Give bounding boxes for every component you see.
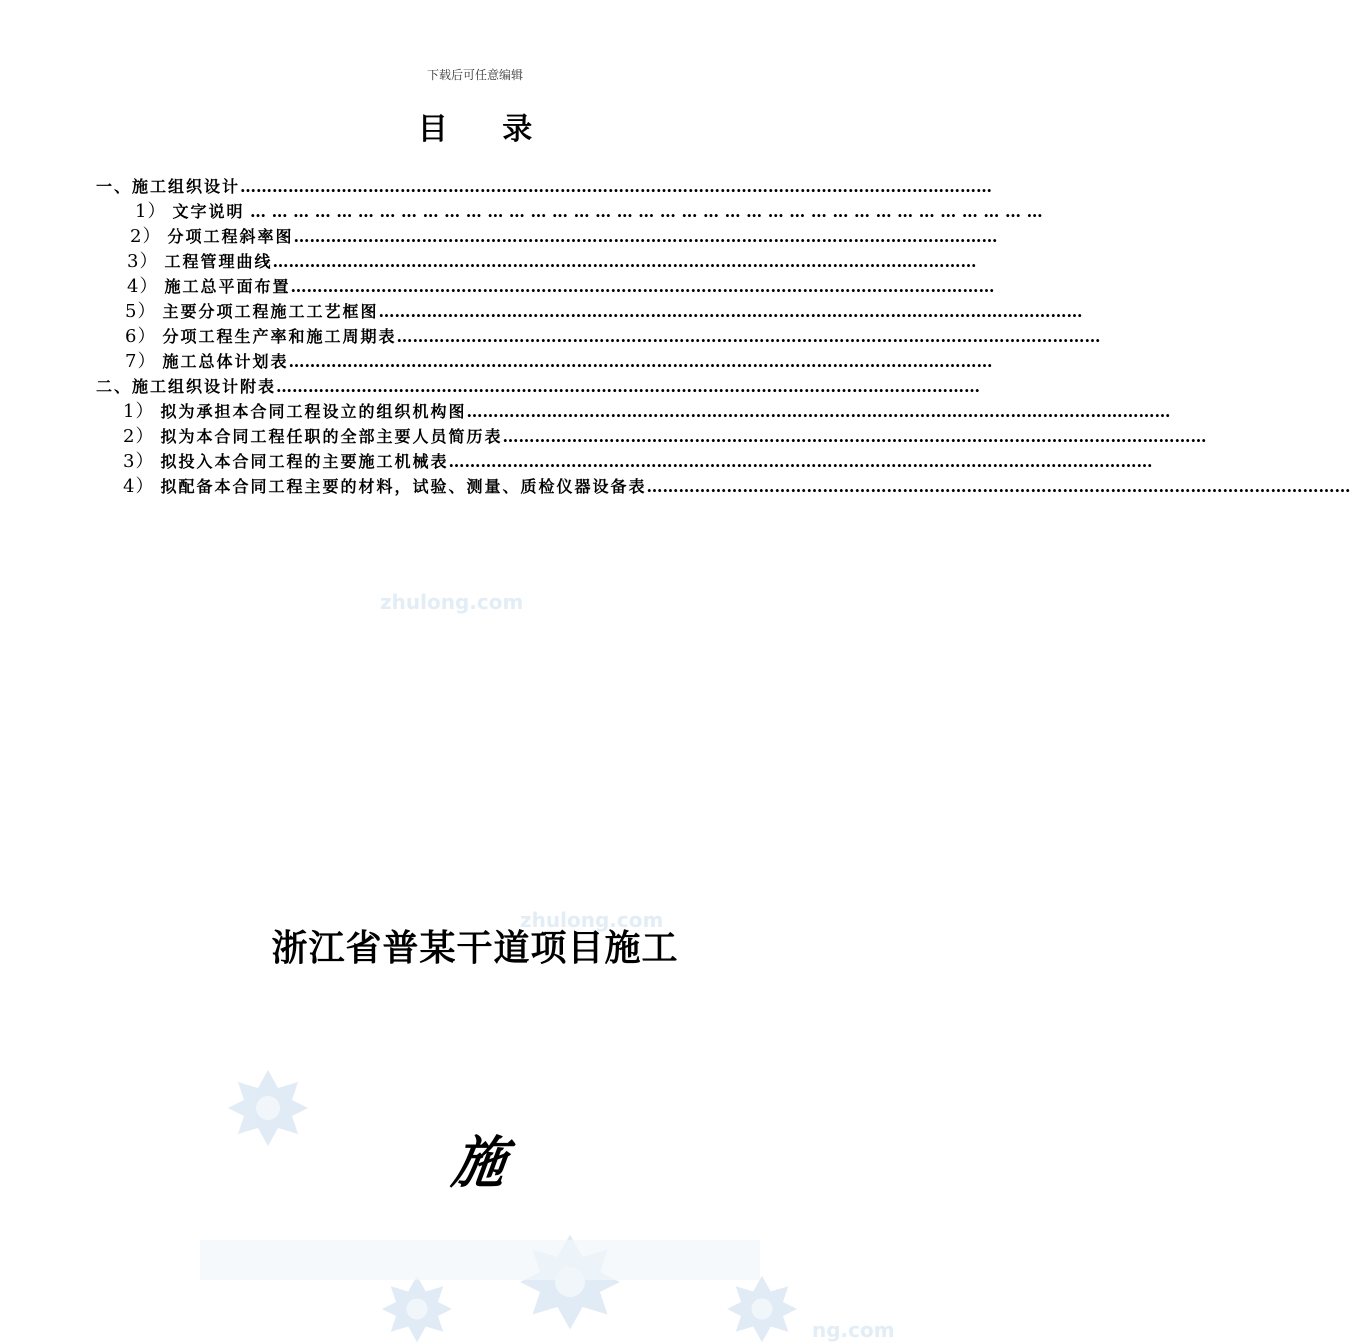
- toc-entry-number: 2）: [130, 226, 162, 247]
- toc-entry-number: 3）: [123, 451, 155, 472]
- watermark-text: zhulong.com: [380, 590, 524, 614]
- toc-leader-dots: ……………………………………………………………………………………………………………………: [396, 327, 1101, 346]
- toc-leader-dots: ……………………………………………………………………………………………………………………: [646, 477, 1350, 496]
- watermark-snowflake-icon: [382, 1274, 452, 1344]
- toc-entry-number: 4）: [127, 276, 159, 297]
- toc-entry-label: 一、施工组织设计: [96, 177, 241, 196]
- watermark-text: zhulong.com: [520, 908, 664, 932]
- toc-entry-number: 6）: [125, 326, 157, 347]
- toc-entry: [90, 175, 993, 199]
- toc-entry: [123, 450, 1153, 474]
- toc-entry-label: 二、施工组织设计附表: [96, 377, 277, 396]
- header-note: 下载后可任意编辑: [426, 68, 523, 82]
- toc-entry: [127, 250, 977, 274]
- toc-title: 目 录: [417, 112, 555, 147]
- toc-entry-number: 5）: [125, 301, 157, 322]
- toc-entry: [125, 325, 1101, 349]
- watermark-text: ng.com: [812, 1318, 895, 1342]
- toc-entry-label: 工程管理曲线: [164, 252, 273, 271]
- toc-entry-label: 分项工程生产率和施工周期表: [162, 327, 397, 346]
- toc-entry-label: 主要分项工程施工工艺框图: [162, 302, 379, 321]
- toc-leader-dots: … … … … … … … … … … … … … … … … … … … … … … … … … … … … … … … … … … … … …: [244, 202, 1043, 221]
- project-title: 浙江省普某干道项目施工: [271, 928, 679, 969]
- toc-leader-dots: ……………………………………………………………………………………………………………………: [502, 427, 1207, 446]
- toc-entry: [130, 225, 998, 249]
- toc-entry-label: 拟为本合同工程任职的全部主要人员简历表: [160, 427, 503, 446]
- toc-leader-dots: ……………………………………………………………………………………………………………………: [288, 352, 993, 371]
- toc-entry-number: 1）: [135, 201, 167, 222]
- toc-entry: [127, 275, 995, 299]
- toc-entry: [135, 200, 1043, 224]
- toc-entry-number: 1）: [123, 401, 155, 422]
- toc-entry-number: 4）: [123, 476, 155, 497]
- toc-entry-label: 分项工程斜率图: [167, 227, 294, 246]
- toc-entry-label: 拟配备本合同工程主要的材料，试验、测量、质检仪器设备表: [160, 477, 647, 496]
- toc-entry: [125, 300, 1083, 324]
- toc-entry-number: 3）: [127, 251, 159, 272]
- toc-entry: [125, 350, 993, 374]
- toc-leader-dots: ……………………………………………………………………………………………………………………: [448, 452, 1153, 471]
- toc-entry: [123, 425, 1207, 449]
- toc-entry-label: 施工总平面布置: [164, 277, 291, 296]
- watermark-snowflake-icon: [228, 1068, 308, 1148]
- toc-entry-label: 施工总体计划表: [162, 352, 289, 371]
- toc-leader-dots: ……………………………………………………………………………………………………………………: [290, 277, 995, 296]
- toc-entry: [123, 400, 1171, 424]
- toc-entry-label: 拟投入本合同工程的主要施工机械表: [160, 452, 449, 471]
- toc-entry-label: 文字说明: [172, 202, 245, 221]
- toc-leader-dots: ……………………………………………………………………………………………………………………: [466, 402, 1171, 421]
- toc-entry-number: 7）: [125, 351, 157, 372]
- calligraphy-character: 施: [448, 1129, 510, 1196]
- toc-leader-dots: ……………………………………………………………………………………………………………………: [272, 252, 977, 271]
- toc-entry: [90, 375, 981, 399]
- toc-entry: [123, 475, 1350, 499]
- toc-entry-number: 2）: [123, 426, 155, 447]
- toc-leader-dots: ……………………………………………………………………………………………………………………: [293, 227, 998, 246]
- toc-leader-dots: ……………………………………………………………………………………………………………………: [276, 377, 981, 396]
- watermark-band: [200, 1240, 760, 1280]
- toc-entry-label: 拟为承担本合同工程设立的组织机构图: [160, 402, 467, 421]
- toc-leader-dots: ……………………………………………………………………………………………………………………………: [240, 177, 993, 196]
- watermark-snowflake-icon: [722, 1274, 802, 1344]
- toc-leader-dots: ……………………………………………………………………………………………………………………: [378, 302, 1083, 321]
